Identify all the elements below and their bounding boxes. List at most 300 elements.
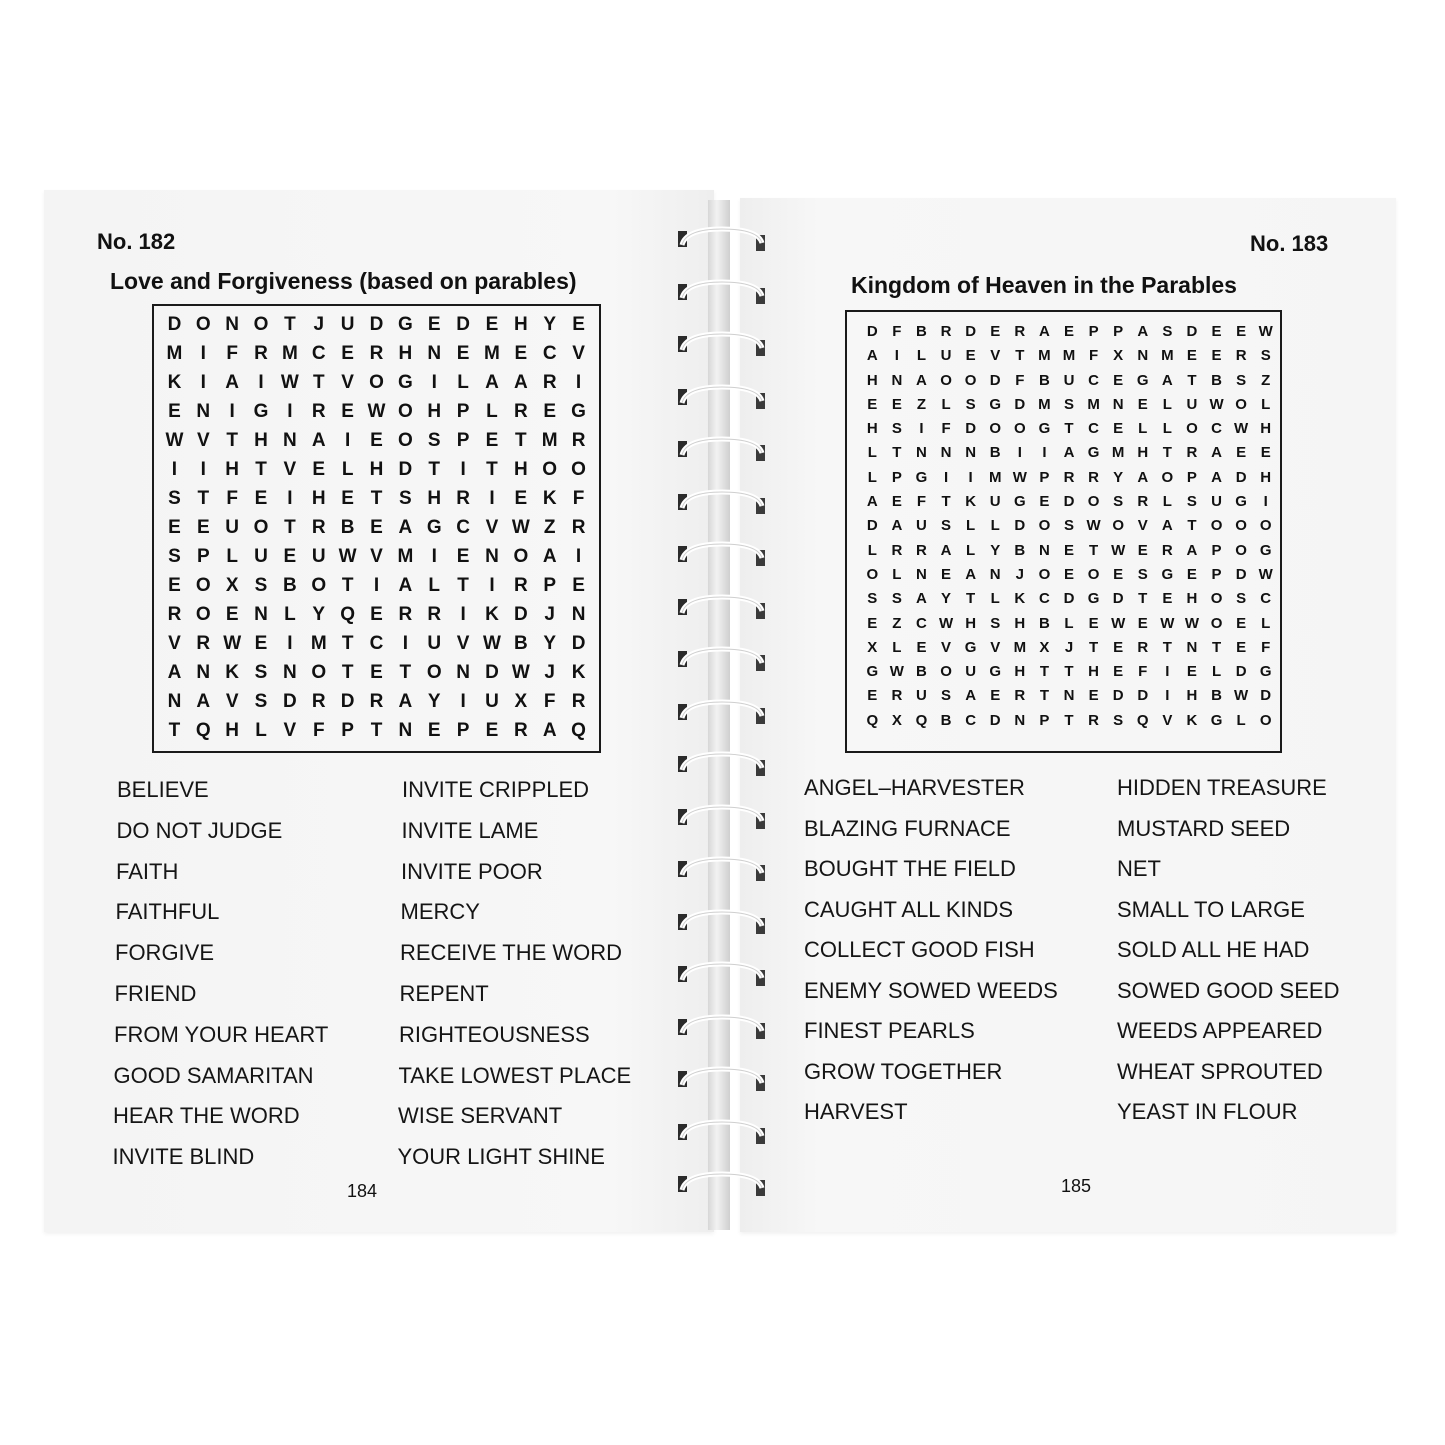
grid-letter: M bbox=[1161, 347, 1174, 365]
grid-letter: E bbox=[867, 614, 878, 632]
grid-letter: E bbox=[370, 604, 383, 625]
word-list-item: FRIEND bbox=[114, 981, 197, 1006]
grid-letter: E bbox=[168, 575, 181, 596]
grid-letter: S bbox=[427, 430, 441, 451]
grid-letter: W bbox=[1111, 614, 1126, 632]
grid-letter: C bbox=[542, 343, 557, 364]
grid-letter: N bbox=[485, 546, 499, 567]
grid-letter: R bbox=[513, 575, 528, 596]
grid-letter: A bbox=[866, 493, 878, 511]
grid-letter: R bbox=[369, 343, 384, 364]
word-list-item: BOUGHT THE FIELD bbox=[804, 856, 1016, 881]
grid-letter: D bbox=[1137, 687, 1149, 705]
grid-letter: T bbox=[1064, 711, 1074, 729]
grid-letter: W bbox=[1258, 565, 1273, 583]
binding-ring bbox=[676, 750, 768, 780]
grid-letter: U bbox=[916, 517, 927, 535]
grid-letter: R bbox=[1186, 444, 1198, 462]
grid-letter: X bbox=[1113, 347, 1124, 365]
grid-letter: L bbox=[1236, 711, 1246, 729]
grid-letter: E bbox=[1113, 420, 1124, 438]
grid-letter: E bbox=[283, 546, 297, 567]
binding-ring bbox=[676, 225, 768, 255]
grid-letter: O bbox=[369, 372, 384, 393]
grid-letter: P bbox=[341, 720, 354, 741]
grid-letter: S bbox=[1137, 565, 1148, 583]
grid-letter: N bbox=[398, 720, 413, 741]
word-list-item: SOLD ALL HE HAD bbox=[1117, 937, 1310, 962]
grid-letter: A bbox=[1186, 541, 1198, 559]
grid-letter: D bbox=[866, 517, 878, 535]
grid-letter: G bbox=[989, 663, 1002, 681]
grid-letter: I bbox=[344, 430, 351, 451]
grid-letter: T bbox=[341, 575, 354, 596]
grid-letter: N bbox=[989, 565, 1001, 583]
grid-letter: O bbox=[1259, 517, 1272, 535]
grid-letter: E bbox=[341, 401, 354, 422]
grid-letter: T bbox=[226, 430, 238, 451]
word-list-item: YOUR LIGHT SHINE bbox=[397, 1144, 605, 1170]
grid-letter: P bbox=[1211, 541, 1222, 559]
grid-letter: C bbox=[311, 343, 326, 364]
grid-letter: A bbox=[965, 687, 977, 705]
grid-letter: N bbox=[1137, 347, 1149, 365]
grid-letter: N bbox=[1014, 711, 1026, 729]
grid-letter: J bbox=[1064, 638, 1074, 656]
grid-letter: A bbox=[940, 541, 952, 559]
grid-letter: I bbox=[1165, 663, 1170, 681]
word-list-item: MERCY bbox=[400, 899, 480, 925]
grid-letter: S bbox=[891, 590, 902, 608]
grid-letter: A bbox=[542, 720, 557, 741]
grid-letter: M bbox=[281, 343, 298, 364]
grid-letter: E bbox=[1113, 565, 1124, 583]
grid-letter: N bbox=[254, 604, 268, 625]
grid-letter: C bbox=[456, 517, 470, 538]
grid-letter: S bbox=[1260, 347, 1271, 365]
grid-letter: S bbox=[990, 614, 1001, 632]
word-list-item: MUSTARD SEED bbox=[1117, 815, 1291, 841]
grid-letter: U bbox=[940, 347, 952, 365]
grid-letter: I bbox=[373, 575, 380, 596]
grid-letter: L bbox=[1064, 614, 1074, 632]
grid-letter: E bbox=[990, 323, 1001, 340]
grid-letter: K bbox=[167, 372, 182, 393]
grid-letter: W bbox=[367, 401, 386, 422]
grid-letter: M bbox=[484, 343, 500, 364]
grid-letter: V bbox=[283, 459, 297, 480]
grid-letter: H bbox=[1186, 590, 1198, 608]
grid-letter: D bbox=[1186, 323, 1198, 340]
grid-letter: H bbox=[427, 488, 442, 509]
grid-letter: H bbox=[965, 614, 977, 632]
grid-letter: E bbox=[1088, 614, 1099, 632]
grid-letter: I bbox=[200, 343, 206, 364]
grid-letter: S bbox=[254, 662, 268, 683]
grid-letter: A bbox=[1211, 444, 1222, 462]
grid-letter: L bbox=[457, 372, 469, 393]
grid-letter: R bbox=[1014, 687, 1026, 705]
word-list-item: FAITH bbox=[116, 858, 179, 884]
grid-letter: C bbox=[1088, 371, 1099, 389]
grid-letter: D bbox=[866, 323, 878, 340]
grid-letter: O bbox=[1038, 565, 1051, 583]
grid-letter: T bbox=[284, 314, 296, 335]
grid-letter: E bbox=[168, 401, 181, 422]
grid-letter: L bbox=[255, 720, 267, 741]
grid-letter: B bbox=[1211, 371, 1222, 389]
grid-letter: I bbox=[575, 372, 582, 393]
grid-letter: L bbox=[1162, 395, 1172, 413]
grid-letter: X bbox=[225, 575, 239, 596]
grid-letter: Q bbox=[866, 711, 879, 729]
grid-letter: T bbox=[1064, 663, 1074, 681]
grid-letter: L bbox=[1261, 395, 1271, 413]
grid-letter: L bbox=[966, 517, 976, 535]
grid-letter: S bbox=[399, 488, 412, 509]
grid-letter: E bbox=[254, 488, 268, 509]
grid-letter: D bbox=[1260, 687, 1272, 705]
grid-letter: W bbox=[938, 614, 954, 632]
right-page-number: 185 bbox=[1061, 1176, 1092, 1196]
grid-letter: T bbox=[370, 720, 383, 741]
grid-letter: E bbox=[341, 343, 354, 364]
grid-letter: F bbox=[1261, 638, 1271, 656]
grid-letter: S bbox=[1186, 493, 1197, 511]
grid-letter: W bbox=[1086, 517, 1101, 535]
grid-letter: N bbox=[283, 430, 297, 451]
grid-letter: A bbox=[1161, 517, 1173, 535]
grid-letter: R bbox=[311, 517, 326, 538]
grid-letter: R bbox=[427, 604, 442, 625]
grid-letter: E bbox=[341, 488, 354, 509]
right-puzzle-number: No. 183 bbox=[1250, 231, 1329, 256]
grid-letter: T bbox=[312, 372, 325, 393]
grid-letter: K bbox=[542, 488, 557, 509]
grid-letter: E bbox=[1236, 323, 1247, 340]
grid-letter: O bbox=[866, 565, 879, 583]
grid-letter: G bbox=[915, 468, 928, 486]
grid-letter: D bbox=[485, 662, 499, 683]
grid-letter: C bbox=[1088, 420, 1099, 438]
grid-letter: H bbox=[427, 401, 442, 422]
grid-letter: U bbox=[427, 633, 442, 654]
grid-letter: A bbox=[398, 691, 413, 712]
grid-letter: E bbox=[891, 395, 902, 413]
word-list-item: RECEIVE THE WORD bbox=[400, 940, 623, 966]
grid-letter: R bbox=[167, 604, 182, 625]
grid-letter: R bbox=[311, 401, 326, 422]
grid-letter: D bbox=[283, 691, 297, 712]
grid-letter: K bbox=[485, 604, 499, 625]
grid-letter: A bbox=[1038, 323, 1050, 340]
grid-letter: A bbox=[866, 347, 878, 365]
grid-letter: S bbox=[941, 687, 952, 705]
grid-letter: O bbox=[1235, 517, 1247, 535]
grid-letter: O bbox=[1161, 468, 1174, 486]
grid-letter: N bbox=[916, 444, 927, 462]
grid-letter: U bbox=[1063, 371, 1075, 389]
grid-letter: N bbox=[1112, 395, 1124, 413]
grid-letter: L bbox=[226, 546, 238, 567]
grid-letter: D bbox=[965, 323, 977, 340]
grid-letter: D bbox=[456, 314, 470, 335]
grid-letter: M bbox=[1062, 347, 1076, 365]
grid-letter: B bbox=[1038, 371, 1050, 389]
word-list-item: RIGHTEOUSNESS bbox=[399, 1021, 590, 1047]
grid-letter: E bbox=[225, 604, 239, 625]
grid-letter: H bbox=[1186, 687, 1198, 705]
grid-letter: P bbox=[196, 546, 210, 567]
grid-letter: U bbox=[225, 517, 240, 538]
grid-letter: A bbox=[398, 517, 413, 538]
grid-letter: H bbox=[866, 371, 878, 389]
left-page-number: 184 bbox=[347, 1181, 378, 1201]
grid-letter: O bbox=[940, 663, 952, 681]
left-puzzle-number: No. 182 bbox=[97, 229, 176, 254]
grid-letter: K bbox=[1014, 590, 1026, 608]
grid-letter: R bbox=[1088, 468, 1099, 486]
grid-letter: V bbox=[1162, 711, 1173, 729]
grid-letter: Y bbox=[941, 590, 952, 608]
grid-letter: T bbox=[341, 633, 354, 654]
grid-letter: O bbox=[1087, 565, 1100, 583]
grid-letter: E bbox=[543, 401, 557, 422]
binding-ring bbox=[676, 278, 768, 308]
grid-letter: F bbox=[226, 488, 238, 509]
grid-letter: N bbox=[196, 401, 211, 422]
grid-letter: U bbox=[311, 546, 326, 567]
grid-letter: I bbox=[460, 459, 466, 480]
grid-letter: P bbox=[1088, 323, 1099, 340]
grid-letter: G bbox=[1259, 663, 1272, 681]
grid-letter: T bbox=[1162, 638, 1172, 656]
grid-letter: F bbox=[892, 323, 902, 340]
grid-letter: N bbox=[456, 662, 470, 683]
grid-letter: L bbox=[867, 444, 877, 462]
grid-letter: R bbox=[311, 691, 326, 712]
grid-letter: H bbox=[513, 314, 528, 335]
grid-letter: L bbox=[867, 468, 877, 486]
grid-letter: F bbox=[1088, 347, 1099, 365]
grid-letter: E bbox=[1113, 663, 1124, 681]
grid-letter: O bbox=[1210, 614, 1223, 632]
grid-letter: R bbox=[916, 541, 927, 559]
grid-letter: L bbox=[1162, 493, 1172, 511]
binding-ring bbox=[676, 435, 768, 465]
grid-letter: E bbox=[572, 575, 585, 596]
grid-letter: M bbox=[1013, 638, 1027, 656]
grid-letter: U bbox=[340, 314, 355, 335]
grid-letter: C bbox=[369, 633, 384, 654]
binding-ring bbox=[676, 908, 768, 938]
grid-letter: U bbox=[1186, 395, 1198, 413]
grid-letter: W bbox=[889, 663, 904, 681]
grid-letter: D bbox=[1063, 590, 1075, 608]
grid-letter: F bbox=[543, 691, 556, 712]
grid-letter: E bbox=[514, 488, 528, 509]
grid-letter: H bbox=[866, 420, 878, 438]
grid-letter: S bbox=[1063, 517, 1074, 535]
grid-letter: W bbox=[1234, 420, 1249, 438]
grid-letter: T bbox=[168, 720, 181, 741]
grid-letter: D bbox=[513, 604, 528, 625]
grid-letter: T bbox=[1138, 590, 1148, 608]
grid-letter: O bbox=[513, 546, 529, 567]
grid-letter: B bbox=[283, 575, 297, 596]
grid-letter: R bbox=[1063, 468, 1075, 486]
grid-letter: B bbox=[513, 633, 528, 654]
grid-letter: D bbox=[1235, 468, 1247, 486]
grid-letter: E bbox=[514, 343, 528, 364]
grid-letter: R bbox=[1137, 638, 1149, 656]
grid-letter: S bbox=[891, 420, 902, 438]
grid-letter: I bbox=[894, 347, 899, 365]
grid-letter: N bbox=[1063, 687, 1075, 705]
grid-letter: U bbox=[965, 663, 977, 681]
grid-letter: D bbox=[1112, 687, 1124, 705]
grid-letter: E bbox=[456, 546, 470, 567]
word-list-item: SOWED GOOD SEED bbox=[1117, 977, 1340, 1003]
grid-letter: N bbox=[427, 343, 442, 364]
grid-letter: W bbox=[338, 546, 357, 567]
grid-letter: F bbox=[226, 343, 238, 364]
grid-letter: E bbox=[1211, 323, 1222, 340]
grid-letter: A bbox=[542, 546, 557, 567]
grid-letter: R bbox=[513, 720, 528, 741]
grid-letter: T bbox=[1088, 541, 1099, 559]
grid-letter: V bbox=[168, 633, 181, 654]
grid-letter: T bbox=[1064, 420, 1074, 438]
grid-letter: Y bbox=[543, 633, 557, 654]
grid-letter: M bbox=[541, 430, 558, 451]
right-puzzle-title: Kingdom of Heaven in the Parables bbox=[851, 272, 1237, 298]
grid-letter: S bbox=[1162, 323, 1173, 340]
binding-ring bbox=[676, 960, 768, 990]
grid-letter: E bbox=[965, 347, 976, 365]
grid-letter: I bbox=[489, 488, 495, 509]
grid-letter: N bbox=[283, 662, 297, 683]
grid-letter: Y bbox=[312, 604, 326, 625]
grid-letter: P bbox=[1211, 565, 1222, 583]
grid-letter: E bbox=[1137, 395, 1148, 413]
grid-letter: O bbox=[195, 575, 211, 596]
grid-letter: V bbox=[283, 720, 297, 741]
grid-letter: T bbox=[1211, 638, 1222, 656]
grid-letter: J bbox=[313, 314, 325, 335]
grid-letter: G bbox=[397, 372, 413, 393]
binding-ring bbox=[676, 593, 768, 623]
word-list-item: YEAST IN FLOUR bbox=[1117, 1099, 1298, 1124]
grid-letter: L bbox=[1162, 420, 1172, 438]
word-list-item: GROW TOGETHER bbox=[804, 1058, 1003, 1084]
grid-letter: X bbox=[867, 638, 878, 656]
grid-letter: F bbox=[1138, 663, 1148, 681]
word-list-item: DO NOT JUDGE bbox=[116, 817, 283, 843]
grid-letter: E bbox=[916, 638, 927, 656]
binding-ring bbox=[676, 1013, 768, 1043]
grid-letter: L bbox=[892, 638, 902, 656]
grid-letter: L bbox=[916, 347, 927, 365]
grid-letter: V bbox=[456, 633, 470, 654]
grid-letter: E bbox=[1063, 541, 1074, 559]
word-list-item: INVITE CRIPPLED bbox=[402, 777, 590, 802]
grid-letter: R bbox=[1137, 493, 1149, 511]
grid-letter: E bbox=[456, 343, 470, 364]
grid-letter: E bbox=[1260, 444, 1271, 462]
grid-letter: G bbox=[1259, 541, 1272, 559]
grid-letter: Q bbox=[195, 720, 211, 741]
grid-letter: S bbox=[941, 517, 952, 535]
grid-letter: G bbox=[397, 314, 413, 335]
grid-letter: O bbox=[195, 604, 211, 625]
grid-letter: T bbox=[892, 444, 902, 462]
grid-letter: T bbox=[1088, 638, 1099, 656]
grid-letter: L bbox=[966, 541, 976, 559]
grid-letter: I bbox=[1042, 444, 1047, 462]
grid-letter: M bbox=[1038, 347, 1051, 365]
grid-letter: E bbox=[427, 720, 441, 741]
grid-letter: H bbox=[225, 720, 240, 741]
word-list-item: HARVEST bbox=[804, 1099, 908, 1124]
grid-letter: E bbox=[1236, 614, 1247, 632]
grid-letter: M bbox=[166, 343, 183, 364]
word-list-item: NET bbox=[1117, 856, 1161, 881]
grid-letter: I bbox=[1263, 493, 1268, 511]
grid-letter: E bbox=[485, 720, 499, 741]
grid-letter: R bbox=[891, 541, 903, 559]
word-list-item: ANGEL–HARVESTER bbox=[804, 775, 1025, 800]
grid-letter: N bbox=[916, 565, 927, 583]
grid-letter: I bbox=[287, 633, 293, 654]
grid-letter: L bbox=[341, 459, 354, 480]
grid-letter: R bbox=[571, 430, 586, 451]
grid-letter: W bbox=[1012, 468, 1027, 486]
grid-letter: R bbox=[456, 488, 470, 509]
grid-letter: O bbox=[1112, 517, 1124, 535]
grid-letter: R bbox=[1235, 347, 1247, 365]
grid-letter: D bbox=[398, 459, 413, 480]
grid-letter: P bbox=[891, 468, 902, 486]
grid-letter: A bbox=[891, 517, 903, 535]
grid-letter: V bbox=[990, 347, 1001, 365]
grid-letter: U bbox=[989, 493, 1001, 511]
grid-letter: H bbox=[225, 459, 240, 480]
grid-letter: I bbox=[460, 604, 466, 625]
grid-letter: O bbox=[1186, 420, 1198, 438]
grid-letter: F bbox=[1015, 371, 1025, 389]
grid-letter: H bbox=[1014, 663, 1026, 681]
grid-letter: S bbox=[1113, 711, 1124, 729]
grid-letter: Y bbox=[427, 691, 441, 712]
grid-letter: W bbox=[1160, 614, 1175, 632]
grid-letter: L bbox=[941, 395, 951, 413]
grid-letter: Q bbox=[571, 720, 586, 741]
word-list-item: INVITE LAME bbox=[401, 817, 539, 843]
left-puzzle-title: Love and Forgiveness (based on parables) bbox=[110, 268, 577, 294]
grid-letter: H bbox=[1260, 468, 1272, 486]
grid-letter: E bbox=[1162, 590, 1173, 608]
grid-letter: B bbox=[1211, 687, 1222, 705]
grid-letter: E bbox=[196, 517, 210, 538]
grid-letter: T bbox=[515, 430, 527, 451]
grid-letter: S bbox=[965, 395, 976, 413]
grid-letter: G bbox=[866, 663, 879, 681]
word-list-item: FORGIVE bbox=[115, 940, 215, 966]
grid-letter: O bbox=[311, 662, 327, 683]
grid-letter: T bbox=[486, 459, 498, 480]
word-list-item: WEEDS APPEARED bbox=[1117, 1018, 1323, 1043]
